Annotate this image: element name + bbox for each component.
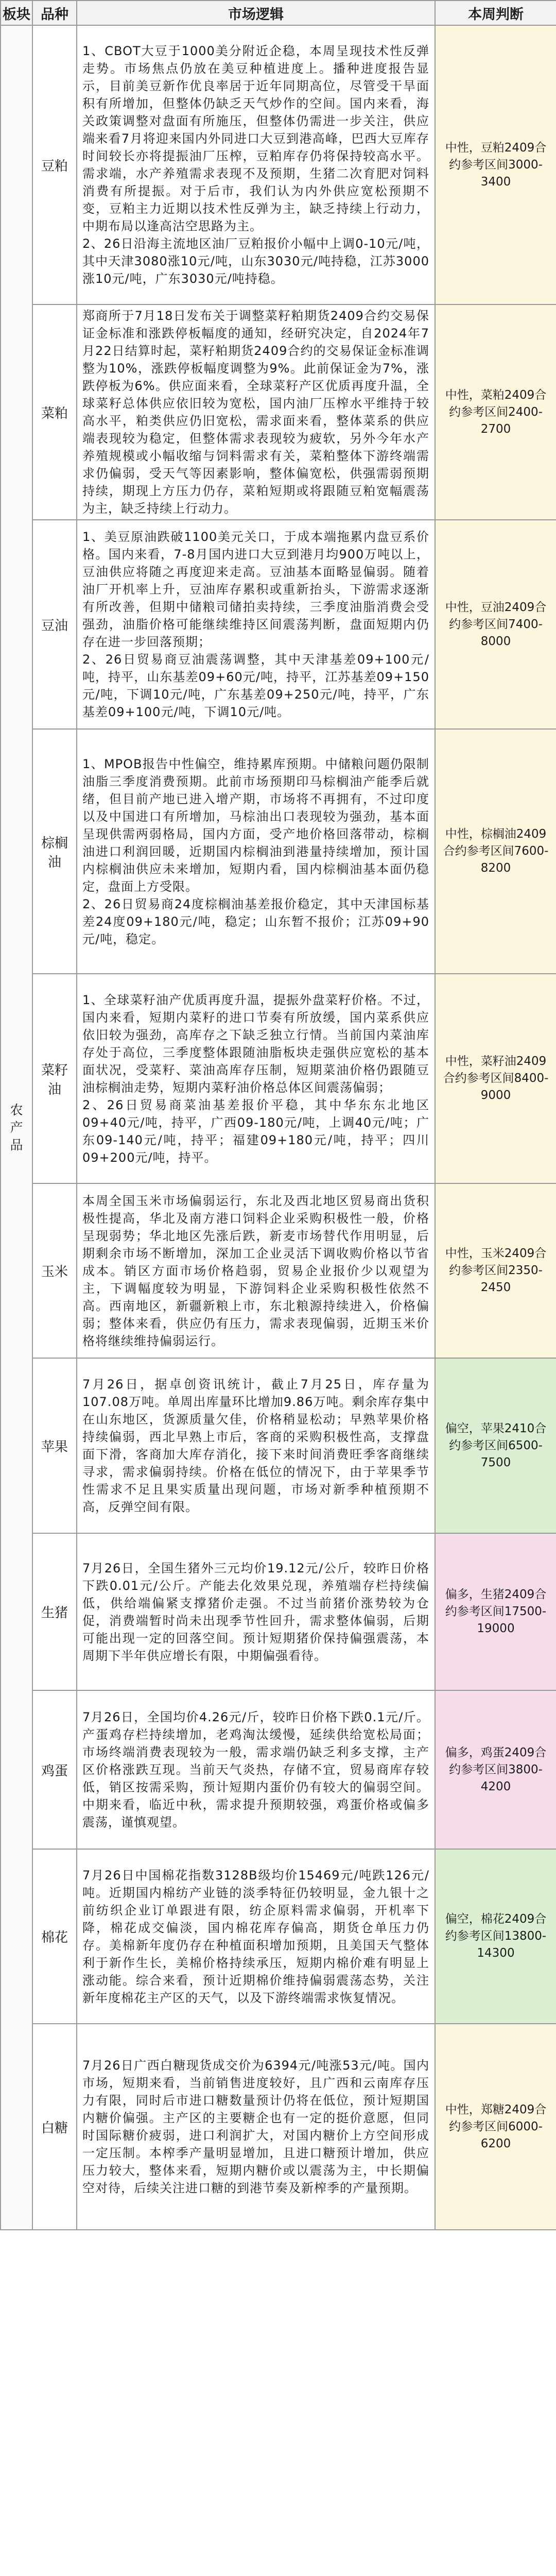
header-judgement: 本周判断 — [435, 1, 556, 25]
logic-paragraph: 2、26日贸易商24度棕榈油基差报价稳定，其中天津国标基差24度09+180元/吨，稳定；山东暂不报价；江苏09+90元/吨，稳定。 — [82, 896, 429, 946]
judgement-cell: 中性，玉米2409合约参考区间2350-2450 — [435, 1183, 556, 1358]
table-row — [1, 1358, 556, 1533]
judgement-cell: 偏空，苹果2410合约参考区间6500-7500 — [435, 1358, 556, 1533]
logic-cell — [77, 1533, 435, 1690]
sector-cell — [1, 25, 32, 2230]
variety-cell: 豆粕 — [32, 25, 77, 304]
header-logic: 市场逻辑 — [77, 1, 435, 25]
variety-cell: 豆油 — [32, 520, 77, 729]
judgement-cell: 偏多，生猪2409合约参考区间17500-19000 — [435, 1533, 556, 1690]
logic-paragraph: 7月26日广西白糖现货成交价为6394元/吨涨53元/吨。国内市场，短期来看，当前销售进度较好，且广西和云南库存压力有限，同时后市进口糖数量预计仍将在低位，预计短期国内糖价偏强。主产区的主要糖企也有一定的挺价意愿，但同时国际糖价疲弱，进口利润扩大，对国内糖价上方空间形成一定压制。本榨季产量明显增加，且进口糖预计增加，供应压力较大，整体来看，短期内糖价或以震荡为主，中长期偏空对待，后续关注进口糖的到港节奏及新榨季的产量预期。 — [82, 2058, 429, 2195]
judgement-cell: 偏空，棉花2409合约参考区间13800-14300 — [435, 1849, 556, 2024]
table-row — [1, 520, 556, 729]
logic-paragraph: 1、美豆原油跌破1100美元关口，于成本端拖累内盘豆系价格。国内来看，7-8月国内进口大豆到港月均900万吨以上，豆油供应将随之再度迎来走高。豆油基本面略显偏弱。随着油厂开机率上升，豆油库存累积或重新抬头，下游需求逐渐有所改善，但期中储粮司储拍卖持续，三季度油脂消费会受强劲，油脂价格可能继续维持区间震荡判断，盘面短期内仍存在进一步回落预期； — [82, 530, 429, 649]
judgement-cell: 中性，棕榈油2409合约参考区间7600-8200 — [435, 729, 556, 974]
variety-cell: 苹果 — [32, 1358, 77, 1533]
header-sector: 板块 — [1, 1, 32, 25]
logic-cell — [77, 974, 435, 1183]
judgement-cell: 中性，豆粕2409合约参考区间3000-3400 — [435, 25, 556, 304]
table-row — [1, 2024, 556, 2230]
logic-cell — [77, 304, 435, 520]
table-row — [1, 729, 556, 974]
logic-paragraph: 1、MPOB报告中性偏空，维持累库预期。中储粮问题仍限制油脂三季度消费预期。此前市场预期印马棕榈油产能季后就绪，但目前产地已进入增产期，市场将不再拥有，不过印度以及中国进口有所增加，马棕油出口表现较为强劲，基本面呈现供需两弱格局，国内方面，受产地价格回落带动，棕榈油进口利润回暖，近期国内棕榈油到港量持续增加，预计国内棕榈油供应未来增加，短期内看，国内棕榈油基本面仍稳定，盘面上方受限。 — [82, 756, 429, 894]
table-row — [1, 1533, 556, 1690]
logic-paragraph: 2、26日沿海主流地区油厂豆粕报价小幅中上调0-10元/吨，其中天津3080涨10元/吨，山东3030元/吨持稳，江苏3000涨10元/吨，广东3030元/吨持稳。 — [82, 236, 429, 286]
table-row — [1, 974, 556, 1183]
logic-paragraph: 郑商所于7月18日发布关于调整菜籽粕期货2409合约交易保证金标准和涨跌停板幅度的通知，经研究决定，自2024年7月22日结算时起，菜籽粕期货2409合约的交易保证金标准调整为10%，涨跌停板幅度调整为9%。此前保证金为7%，涨跌停板为6%。供应面来看，全球菜籽产区优质再度升温，全球菜籽总体供应依旧较为宽松，国内油厂压榨水平维持于较高水平，粕类供应仍旧宽松，需求面来看，整体菜系的供应端表现较为稳定，但整体需求表现较为疲软，另外今年水产养殖规模或小幅收缩与饲料需求有关，菜粕整体下游终端需求仍偏弱，受天气等因素影响，整体偏宽松，供强需弱预期持续，期现上方压力仍存，菜粕短期或将跟随豆粕宽幅震荡为主，缺乏持续上行动力。 — [82, 309, 429, 516]
variety-cell: 菜籽油 — [32, 974, 77, 1183]
sector-label: 农产品 — [10, 1102, 23, 1153]
logic-paragraph: 2、26日贸易商菜油基差报价平稳，其中华东东北地区09+40元/吨，持平，广西09-180元/吨，上调40元/吨；广东09-140元/吨，持平；福建09+180元/吨，持平；四川09+200元/吨，持平。 — [82, 1097, 429, 1165]
logic-paragraph: 1、全球菜籽油产优质再度升温，提振外盘菜籽价格。不过，国内来看，短期内菜籽的进口节奏有所放缓，国内菜系供应依旧较为强劲，高库存之下缺乏独立行情。当前国内菜油库存处于高位，三季度整体跟随油脂板块走强供应宽松的基本面状况，受菜籽、菜油高库存压制，短期菜油价格仍跟随豆油棕榈油走势，短期内菜籽油价格总体区间震荡偏弱； — [82, 992, 429, 1095]
logic-cell — [77, 1690, 435, 1849]
variety-cell: 生猪 — [32, 1533, 77, 1690]
variety-cell: 白糖 — [32, 2024, 77, 2230]
judgement-cell: 中性，豆油2409合约参考区间7400-8000 — [435, 520, 556, 729]
judgement-cell: 偏多，鸡蛋2409合约参考区间3800-4200 — [435, 1690, 556, 1849]
table-row — [1, 1183, 556, 1358]
table-row — [1, 1690, 556, 1849]
variety-cell: 菜粕 — [32, 304, 77, 520]
variety-cell: 棕榈油 — [32, 729, 77, 974]
judgement-cell: 中性，郑糖2409合约参考区间6000-6200 — [435, 2024, 556, 2230]
logic-cell — [77, 1358, 435, 1533]
logic-cell — [77, 25, 435, 304]
logic-paragraph: 1、CBOT大豆于1000美分附近企稳，本周呈现技术性反弹走势。市场焦点仍放在美豆种植进度上。播种进度报告显示，目前美豆新作优良率居于近年同期高位，尽管受干旱面积有所增加，但整体仍缺乏天气炒作的空间。国内来看，海关政策调整对盘面有所施压，但整体仍需进一步关注，供应端来看7月将迎来国内外同进口大豆到港高峰，巴西大豆库存时间较长亦将提振油厂压榨，豆粕库存仍将保持较高水平。需求端，水产养殖需求表现不及预期，生猪二次育肥对饲料消费有所提振。对于后市，我们认为内外供应宽松预期不变，豆粕主力近期以技术性反弹为主，缺乏持续上行动力，中期布局以逢高沽空思路为主。 — [82, 44, 429, 233]
judgement-cell: 中性，菜籽油2409合约参考区间8400-9000 — [435, 974, 556, 1183]
logic-paragraph: 7月26日，全国均价4.26元/斤，较昨日价格下跌0.1元/斤。产蛋鸡存栏持续增加，老鸡淘汰缓慢，延续供给宽松局面；市场终端消费表现较为一般，需求端仍缺乏利多支撑，主产区价格涨跌互现。当前天气炎热，存储不宜，贸易商库存较低，销区按需采购，预计短期内蛋价仍有较大的偏弱空间。中期来看，临近中秋，需求提升预期较强，鸡蛋价格或偏多震荡，谨慎观望。 — [82, 1710, 429, 1829]
table-row — [1, 304, 556, 520]
logic-cell — [77, 1183, 435, 1358]
variety-cell: 棉花 — [32, 1849, 77, 2024]
table-row — [1, 25, 556, 304]
logic-paragraph: 7月26日，全国生猪外三元均价19.12元/公斤，较昨日价格下跌0.01元/公斤。产能去化效果兑现，养殖端存栏持续偏低，供给端偏紧支撑猪价走强。不过当前猪价涨势较为仓促，消费端暂时尚未出现季节性回升，需求整体偏弱，后期可能出现一定的回落空间。预计短期猪价保持偏强震荡，本周期下半年供应增长有限，中期偏强看待。 — [82, 1561, 429, 1663]
logic-paragraph: 7月26日中国棉花指数3128B级均价15469元/吨跌126元/吨。近期国内棉纺产业链的淡季特征仍较明显，金九银十之前纺织企业订单跟进有限，纺企原料需求偏弱，开机率下降，棉花成交偏淡，国内棉花库存偏高，期货仓单压力仍存。美棉新年度仍存在种植面积增加预期，且美国天气整体利于新作生长，美棉价格持续承压，短期内棉价难有明显上涨动能。综合来看，预计近期棉价维持偏弱震荡态势，关注新年度棉花主产区的天气，以及下游终端需求恢复情况。 — [82, 1868, 429, 2005]
logic-paragraph: 本周全国玉米市场偏弱运行，东北及西北地区贸易商出货积极性提高，华北及南方港口饲料企业采购积极性一般，价格呈现弱势；华北地区先涨后跌，新麦市场替代作用明显，后期剩余市场不断增加，深加工企业灵活下调收购价格以节省成本。销区方面市场价格趋弱，贸易企业报价少以观望为主，下调幅度较为明显，下游饲料企业采购积极性依然不高。西南地区，新疆新粮上市，东北粮源持续进入，价格偏弱；整体来看，供应仍有压力，需求表现偏弱，近期玉米价格将继续维持偏弱运行。 — [82, 1193, 429, 1348]
judgement-cell: 中性，菜粕2409合约参考区间2400-2700 — [435, 304, 556, 520]
logic-paragraph: 2、26日贸易商豆油震荡调整，其中天津基差09+100元/吨，持平，山东基差09+60元/吨，持平，江苏基差09+150元/吨，下调10元/吨，广东基差09+250元/吨，持平，广东基差09+100元/吨，下调10元/吨。 — [82, 652, 429, 719]
table-row — [1, 1849, 556, 2024]
variety-cell: 鸡蛋 — [32, 1690, 77, 1849]
logic-cell — [77, 2024, 435, 2230]
logic-cell — [77, 729, 435, 974]
logic-paragraph: 7月26日，据卓创资讯统计，截止7月25日，库存量为107.08万吨。单周出库量环比增加9.86万吨。剩余库存集中在山东地区，货源质量欠佳，价格稍显松动；早熟苹果价格持续偏弱，西北早熟上市后，客商的采购积极性高，支撑盘面下滑，客商加大库存消化，接下来时间消费旺季客商继续寻求，需求偏弱持续。价格在低位的情况下，由于苹果季节性需求不足且果实质量出现问题，市场对新季种植预期不高，反弹空间有限。 — [82, 1377, 429, 1514]
logic-cell — [77, 520, 435, 729]
variety-cell: 玉米 — [32, 1183, 77, 1358]
logic-cell — [77, 1849, 435, 2024]
header-variety: 品种 — [32, 1, 77, 25]
